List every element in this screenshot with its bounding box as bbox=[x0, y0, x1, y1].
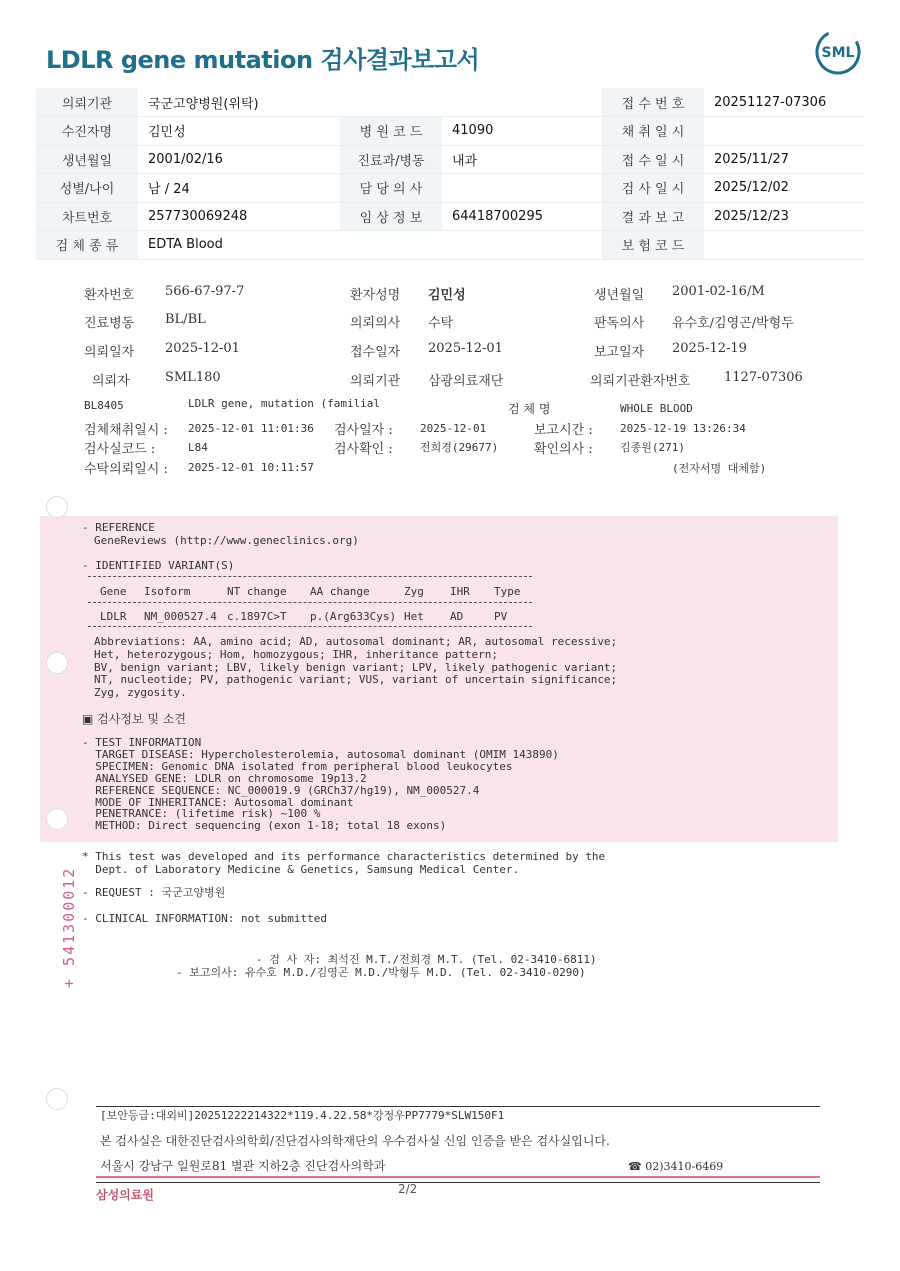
patient-no-label: 환자번호 bbox=[84, 288, 135, 303]
reference-text: GeneReviews (http://www.geneclinics.org) bbox=[94, 534, 359, 547]
text-line: NT, nucleotide; PV, pathogenic variant; VUS, variant of uncertain significance; bbox=[94, 673, 618, 687]
info-value bbox=[704, 231, 864, 260]
variant-cell: Het bbox=[404, 610, 424, 623]
variant-col-header: IHR bbox=[450, 585, 470, 598]
collect-label: 검체채취일시 : bbox=[84, 423, 168, 438]
address: 서울시 강남구 일원로81 별관 지하2층 진단검사의학과 bbox=[100, 1159, 386, 1173]
req-date: 2025-12-01 bbox=[165, 341, 240, 356]
side-number: + 541300012 bbox=[60, 866, 78, 988]
text-line: * This test was developed and its performance characteristics determined by the bbox=[82, 850, 606, 863]
text-line: PENETRANCE: (lifetime risk) ~100 % bbox=[82, 807, 321, 821]
variant-cell: LDLR bbox=[100, 610, 127, 623]
clinical-line: - CLINICAL INFORMATION: not submitted bbox=[82, 912, 328, 925]
page-number: 2/2 bbox=[398, 1182, 418, 1196]
verify: 김종원(271) bbox=[620, 441, 685, 454]
report-time: 2025-12-19 13:26:34 bbox=[620, 422, 746, 435]
divider bbox=[88, 576, 532, 577]
punch-hole bbox=[46, 808, 68, 830]
collect: 2025-12-01 11:01:36 bbox=[188, 422, 314, 435]
req-date-label: 의뢰일자 bbox=[84, 345, 135, 360]
security-line: [보안등급:대외비]20251222214322*119.4.22.58*강정우PP7779*SLW150F1 bbox=[100, 1109, 505, 1122]
test-name: LDLR gene, mutation (familial bbox=[188, 397, 381, 410]
recv-label: 수탁의뢰일시 : bbox=[84, 462, 168, 477]
variant-cell: p.(Arg633Cys) bbox=[310, 610, 397, 623]
text-line: ANALYSED GENE: LDLR on chromosome 19p13.2 bbox=[82, 771, 367, 785]
info-row bbox=[36, 117, 864, 146]
test-code: BL8405 bbox=[84, 399, 124, 412]
info-value: EDTA Blood bbox=[138, 231, 340, 260]
doctor: 수탁 bbox=[428, 316, 454, 331]
info-label: 결 과 보 고 bbox=[602, 202, 704, 231]
variant-cell: AD bbox=[450, 610, 464, 623]
info-label: 채 취 일 시 bbox=[602, 117, 704, 146]
text-line: Dept. of Laboratory Medicine & Genetics, Samsung Medical Center. bbox=[82, 863, 520, 876]
divider bbox=[88, 626, 532, 627]
reader: 유수호/김영곤/박형두 bbox=[672, 316, 794, 331]
variant-col-header: NT change bbox=[227, 585, 287, 598]
patient-name: 김민성 bbox=[428, 288, 466, 303]
info-label: 의뢰기관 bbox=[36, 88, 138, 117]
info-label: 검 체 종 류 bbox=[36, 231, 138, 260]
dob-label: 생년월일 bbox=[594, 288, 645, 303]
info-row bbox=[36, 88, 864, 117]
info-label bbox=[340, 231, 442, 260]
info-label: 차트번호 bbox=[36, 202, 138, 231]
info-row bbox=[36, 202, 864, 231]
variant-heading: - IDENTIFIED VARIANT(S) bbox=[82, 559, 235, 572]
info-value: 20251127-07306 bbox=[704, 88, 864, 117]
org-pt: 1127-07306 bbox=[724, 370, 803, 385]
variant-col-header: AA change bbox=[310, 585, 370, 598]
info-row bbox=[36, 231, 864, 260]
org-label: 의뢰기관 bbox=[350, 374, 401, 389]
requester-label: 의뢰자 bbox=[92, 374, 130, 389]
request-line: - REQUEST : 국군고양병원 bbox=[82, 886, 226, 899]
divider bbox=[96, 1176, 820, 1178]
text-line: BV, benign variant; LBV, likely benign variant; LPV, likely pathogenic variant; bbox=[94, 660, 618, 674]
divider bbox=[96, 1106, 820, 1107]
report-time-label: 보고시간 : bbox=[534, 423, 593, 438]
rcv-date-label: 접수일자 bbox=[350, 345, 401, 360]
variant-cell: NM_000527.4 bbox=[144, 610, 217, 623]
info-value: 김민성 bbox=[138, 117, 340, 146]
text-line: METHOD: Direct sequencing (exon 1-18; total 18 exons) bbox=[82, 819, 447, 833]
divider bbox=[96, 1182, 820, 1183]
text-line: Het, heterozygous; Hom, homozygous; IHR, inheritance pattern; bbox=[94, 647, 498, 661]
text-line: - TEST INFORMATION bbox=[82, 736, 202, 749]
info-row bbox=[36, 145, 864, 174]
test-date-label: 검사일자 : bbox=[334, 423, 393, 438]
certification: 본 검사실은 대한진단검사의학회/진단검사의학재단의 우수검사실 신임 인증을 받은 검사실입니다. bbox=[100, 1134, 610, 1148]
reference-heading: - REFERENCE bbox=[82, 521, 155, 534]
specimen-label: 검 체 명 bbox=[508, 402, 551, 416]
org-pt-label: 의뢰기관환자번호 bbox=[590, 374, 691, 389]
info-label: 병 원 코 드 bbox=[340, 117, 442, 146]
variant-cell: PV bbox=[494, 610, 508, 623]
info-value: 2001/02/16 bbox=[138, 145, 340, 174]
text-line: REFERENCE SEQUENCE: NC_000019.9 (GRCh37/hg19), NM_000527.4 bbox=[82, 783, 480, 797]
patient-info-table bbox=[36, 88, 864, 260]
esign: (전자서명 대체함) bbox=[672, 462, 767, 475]
rpt-date: 2025-12-19 bbox=[672, 341, 747, 356]
info-label: 담 당 의 사 bbox=[340, 174, 442, 203]
reporter-line: - 보고의사: 유수호 M.D./김영곤 M.D./박형두 M.D. (Tel. 02-3410-0290) bbox=[176, 966, 586, 979]
info-label: 접 수 번 호 bbox=[602, 88, 704, 117]
variant-col-header: Zyg bbox=[404, 585, 424, 598]
page-title: LDLR gene mutation 검사결과보고서 bbox=[46, 46, 480, 74]
punch-hole bbox=[46, 652, 68, 674]
punch-hole bbox=[46, 496, 68, 518]
punch-hole bbox=[46, 1088, 68, 1110]
reader-label: 판독의사 bbox=[594, 316, 645, 331]
scanned-report bbox=[0, 270, 900, 1230]
room: L84 bbox=[188, 441, 208, 454]
info-value bbox=[442, 174, 602, 203]
rcv-date: 2025-12-01 bbox=[428, 341, 503, 356]
section-heading: ▣ 검사정보 및 소견 bbox=[82, 712, 186, 726]
info-value bbox=[442, 88, 602, 117]
info-value: 2025/11/27 bbox=[704, 145, 864, 174]
room-label: 검사실코드 : bbox=[84, 442, 156, 457]
info-value: 내과 bbox=[442, 145, 602, 174]
info-value: 국군고양병원(위탁) bbox=[138, 88, 340, 117]
info-value: 257730069248 bbox=[138, 202, 340, 231]
info-label: 진료과/병동 bbox=[340, 145, 442, 174]
rpt-date-label: 보고일자 bbox=[594, 345, 645, 360]
hospital-name: 삼성의료원 bbox=[96, 1188, 154, 1202]
test-date: 2025-12-01 bbox=[420, 422, 487, 435]
logo-text: SML bbox=[821, 45, 855, 61]
doctor-label: 의뢰의사 bbox=[350, 316, 401, 331]
info-label: 검 사 일 시 bbox=[602, 174, 704, 203]
org: 삼광의료재단 bbox=[428, 374, 504, 389]
variant-col-header: Isoform bbox=[144, 585, 191, 598]
info-value: 64418700295 bbox=[442, 202, 602, 231]
patient-name-label: 환자성명 bbox=[350, 288, 401, 303]
ward: BL/BL bbox=[165, 312, 206, 327]
info-value: 남 / 24 bbox=[138, 174, 340, 203]
variant-cell: c.1897C>T bbox=[227, 610, 287, 623]
info-label: 성별/나이 bbox=[36, 174, 138, 203]
text-line: Zyg, zygosity. bbox=[94, 686, 187, 700]
info-label: 생년월일 bbox=[36, 145, 138, 174]
dob: 2001-02-16/M bbox=[672, 284, 765, 299]
info-label bbox=[340, 88, 442, 117]
sml-logo bbox=[814, 28, 862, 76]
info-row bbox=[36, 174, 864, 203]
recv: 2025-12-01 10:11:57 bbox=[188, 461, 314, 474]
phone: ☎ 02)3410-6469 bbox=[628, 1160, 724, 1173]
info-value: 2025/12/23 bbox=[704, 202, 864, 231]
specimen: WHOLE BLOOD bbox=[620, 402, 693, 415]
ward-label: 진료병동 bbox=[84, 316, 135, 331]
variant-col-header: Type bbox=[494, 585, 521, 598]
info-value bbox=[442, 231, 602, 260]
patient-no: 566-67-97-7 bbox=[165, 284, 245, 299]
text-line: Abbreviations: AA, amino acid; AD, autosomal dominant; AR, autosomal recessive; bbox=[94, 635, 618, 648]
info-value bbox=[704, 117, 864, 146]
text-line: MODE OF INHERITANCE: Autosomal dominant bbox=[82, 795, 354, 809]
verify-label: 확인의사 : bbox=[534, 442, 593, 457]
tester-line: - 검 사 자: 최석진 M.T./전희경 M.T. (Tel. 02-3410-6811) bbox=[256, 953, 597, 966]
info-value: 41090 bbox=[442, 117, 602, 146]
text-line: TARGET DISEASE: Hypercholesterolemia, autosomal dominant (OMIM 143890) bbox=[82, 747, 559, 761]
divider bbox=[88, 602, 532, 603]
confirm-label: 검사확인 : bbox=[334, 442, 393, 457]
confirm: 전희경(29677) bbox=[420, 441, 499, 454]
info-label: 임 상 정 보 bbox=[340, 202, 442, 231]
info-label: 접 수 일 시 bbox=[602, 145, 704, 174]
info-value: 2025/12/02 bbox=[704, 174, 864, 203]
requester: SML180 bbox=[165, 370, 221, 385]
info-label: 수진자명 bbox=[36, 117, 138, 146]
info-label: 보 험 코 드 bbox=[602, 231, 704, 260]
text-line: SPECIMEN: Genomic DNA isolated from peripheral blood leukocytes bbox=[82, 759, 513, 773]
variant-col-header: Gene bbox=[100, 585, 127, 598]
